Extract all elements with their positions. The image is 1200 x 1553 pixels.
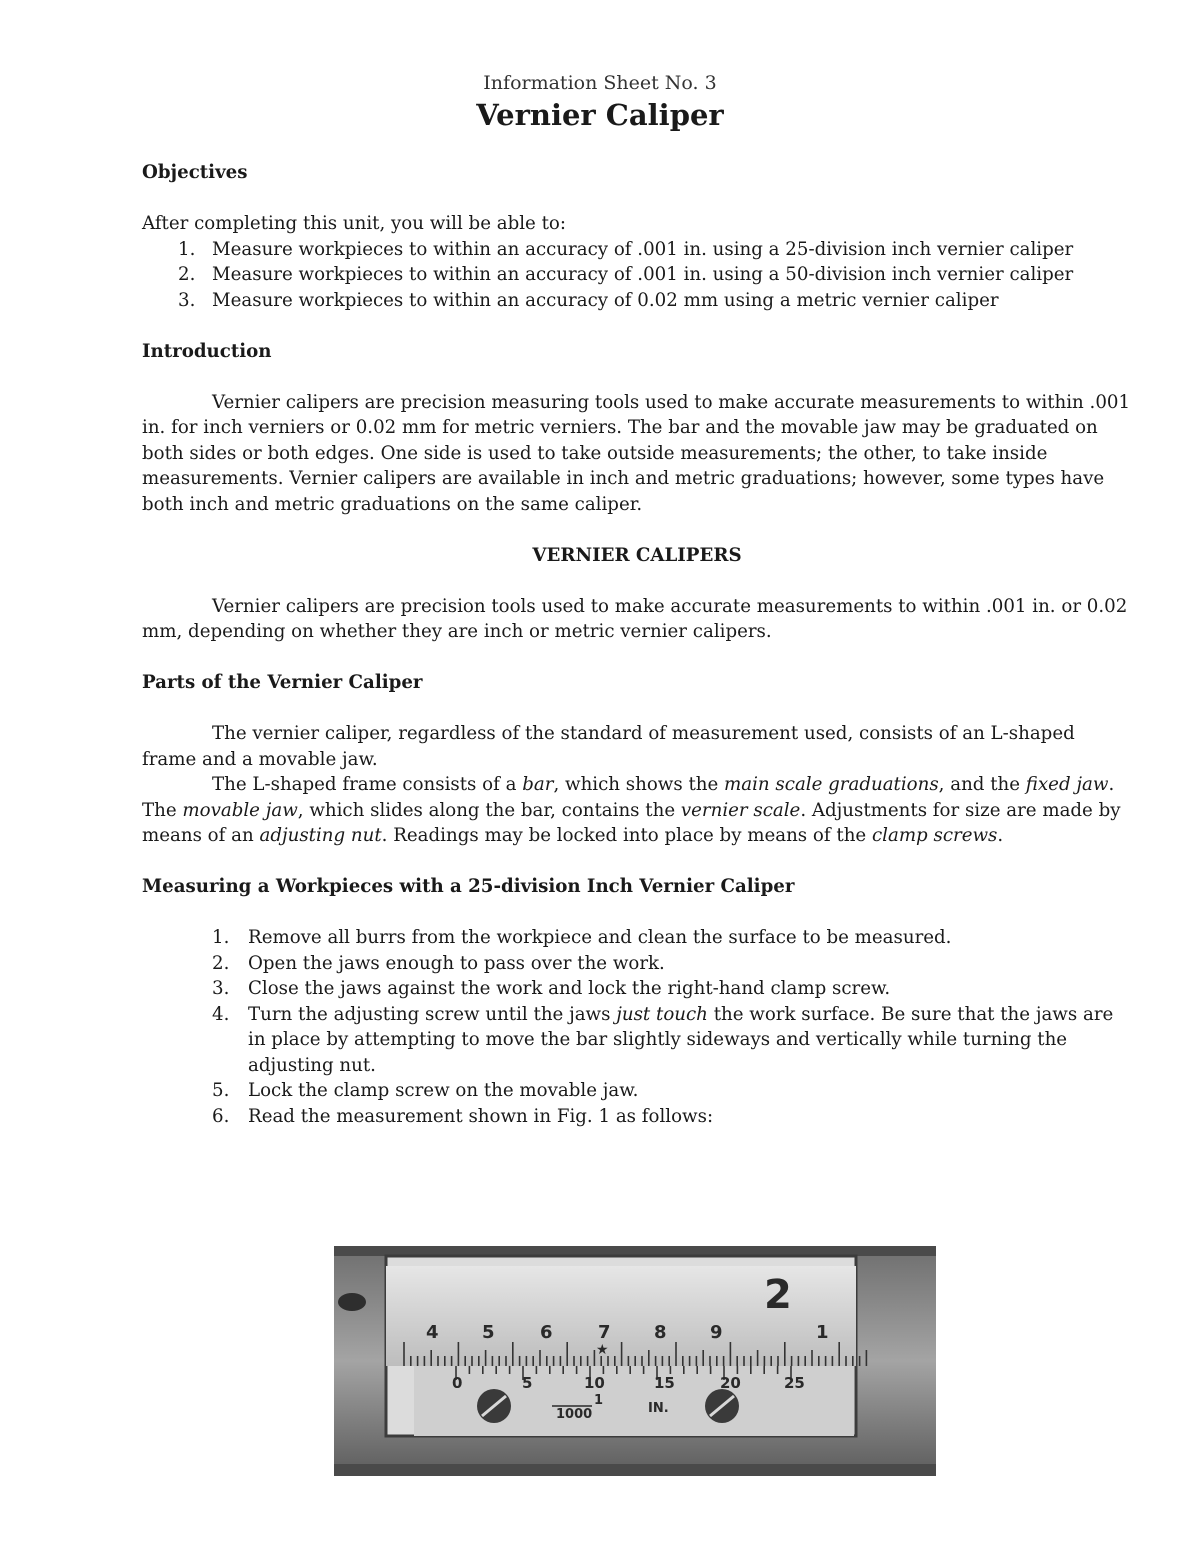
list-number: 2.: [212, 952, 230, 974]
main-scale-label: 6: [540, 1322, 553, 1343]
main-scale-label: 8: [654, 1322, 667, 1343]
parts-paragraph-2: [142, 772, 1132, 849]
list-number: 1.: [212, 927, 230, 948]
parts-heading: Parts of the Vernier Caliper: [142, 672, 423, 693]
list-item: [142, 976, 1132, 1002]
main-scale-label: 5: [482, 1322, 495, 1343]
list-text: Remove all burrs from the workpiece and clean the surface to be measured.: [248, 927, 952, 948]
main-scale-label: 9: [710, 1322, 723, 1343]
vernier-scale-label: 10: [584, 1374, 605, 1392]
term-fixed-jaw: fixed jaw: [1025, 774, 1109, 795]
list-item: [142, 1104, 1132, 1130]
big-number: 2: [764, 1272, 792, 1318]
vernier-scale-illustration: [334, 1246, 936, 1476]
list-number: 3.: [178, 289, 196, 311]
objectives-heading: Objectives: [142, 162, 248, 183]
introduction-heading: Introduction: [142, 340, 272, 362]
objectives-lead: After completing this unit, you will be able to:: [142, 213, 566, 234]
list-item: [142, 288, 1132, 314]
vernier-scale-label: 0: [452, 1374, 463, 1392]
vernier-calipers-heading: VERNIER CALIPERS: [532, 544, 742, 566]
list-item: [142, 951, 1132, 977]
clamp-screw-left: [477, 1389, 511, 1423]
list-item: [142, 262, 1132, 288]
term-movable-jaw: movable jaw: [182, 799, 298, 821]
list-text: Measure workpieces to within an accuracy of 0.02 mm using a metric vernier caliper: [212, 289, 999, 311]
text-run: , which shows the: [553, 774, 725, 795]
sheet-number: Information Sheet No. 3: [483, 72, 717, 94]
objectives-list: [142, 237, 1132, 314]
list-number: 1.: [178, 238, 196, 260]
term-adjusting-nut: adjusting nut: [259, 825, 382, 846]
unit-label: IN.: [648, 1401, 669, 1416]
list-text: Turn the adjusting screw until the jaws: [248, 1003, 617, 1025]
text-run: . Readings may be locked into place by means of the: [381, 825, 872, 846]
list-number: 5.: [212, 1080, 230, 1101]
term-bar: bar: [522, 774, 554, 795]
text-run: . Adjustments for size are made by means of an: [142, 799, 1121, 846]
list-text: Lock the clamp screw on the movable jaw.: [248, 1080, 639, 1101]
list-number: 2.: [178, 264, 196, 285]
term-main-scale: main scale graduations: [724, 774, 939, 795]
text-run: , and the: [938, 774, 1026, 795]
list-text: the work surface. Be sure that the jaws are in place by attempting to move the bar slightly sideways and vertically while turning the adjusting nut.: [248, 1003, 1114, 1076]
main-scale-label: 4: [426, 1322, 439, 1343]
text-run: . The: [142, 774, 1115, 821]
list-item: [142, 925, 1132, 951]
list-text: Measure workpieces to within an accuracy of .001 in. using a 50-division inch vernier caliper: [212, 264, 1074, 285]
vernier-scale-label: 5: [522, 1374, 533, 1392]
main-scale-label: 1: [816, 1322, 829, 1343]
list-text: Open the jaws enough to pass over the work.: [248, 952, 665, 974]
list-emphasis: just touch: [616, 1003, 708, 1025]
list-item: [142, 1002, 1132, 1079]
main-scale-label: 7: [598, 1322, 611, 1343]
fraction-denominator: 1000: [556, 1407, 593, 1422]
vernier-scale-label: 15: [654, 1374, 675, 1392]
vernier-scale-photo: [334, 1246, 936, 1476]
text-run: The L-shaped frame consists of a: [212, 774, 523, 795]
vernier-scale-label: 20: [720, 1374, 741, 1392]
measuring-steps: [142, 925, 1132, 1129]
list-item: [142, 237, 1132, 263]
list-text: Read the measurement shown in Fig. 1 as follows:: [248, 1105, 714, 1127]
star-marker-icon: ★: [596, 1342, 609, 1358]
vernier-calipers-paragraph: Vernier calipers are precision tools used to make accurate measurements to within .001 in. or 0.02 mm, depending on whether they are inch or metric vernier calipers.: [142, 595, 1128, 642]
list-number: 4.: [212, 1003, 230, 1025]
list-item: [142, 1078, 1132, 1104]
list-number: 3.: [212, 978, 230, 999]
parts-paragraph-1: The vernier caliper, regardless of the standard of measurement used, consists of an L-shaped frame and a movable jaw.: [142, 723, 1075, 770]
term-vernier-scale: vernier scale: [680, 799, 801, 821]
vernier-scale-label: 25: [784, 1374, 805, 1392]
term-clamp-screws: clamp screws: [871, 825, 998, 846]
text-run: , which slides along the bar, contains the: [297, 799, 681, 821]
introduction-paragraph: Vernier calipers are precision measuring tools used to make accurate measurements to within .001 in. for inch verniers or 0.02 mm for metric verniers. The bar and the movable jaw may be graduated on both sides or both edges. One side is used to take outside measurements; the other, to take inside measurements. Vernier calipers are available in inch and metric graduations; however, some types have both inch and metric graduations on the same caliper.: [142, 391, 1131, 515]
document-title: Vernier Caliper: [476, 98, 724, 132]
text-run: .: [997, 825, 1004, 846]
clamp-screw-right: [705, 1389, 739, 1423]
document-body: [142, 160, 1132, 1129]
measuring-heading: Measuring a Workpieces with a 25-division Inch Vernier Caliper: [142, 876, 795, 897]
fraction-numerator: 1: [594, 1393, 604, 1408]
list-number: 6.: [212, 1105, 230, 1127]
list-text: Measure workpieces to within an accuracy of .001 in. using a 25-division inch vernier caliper: [212, 238, 1074, 260]
list-text: Close the jaws against the work and lock the right-hand clamp screw.: [248, 978, 891, 999]
